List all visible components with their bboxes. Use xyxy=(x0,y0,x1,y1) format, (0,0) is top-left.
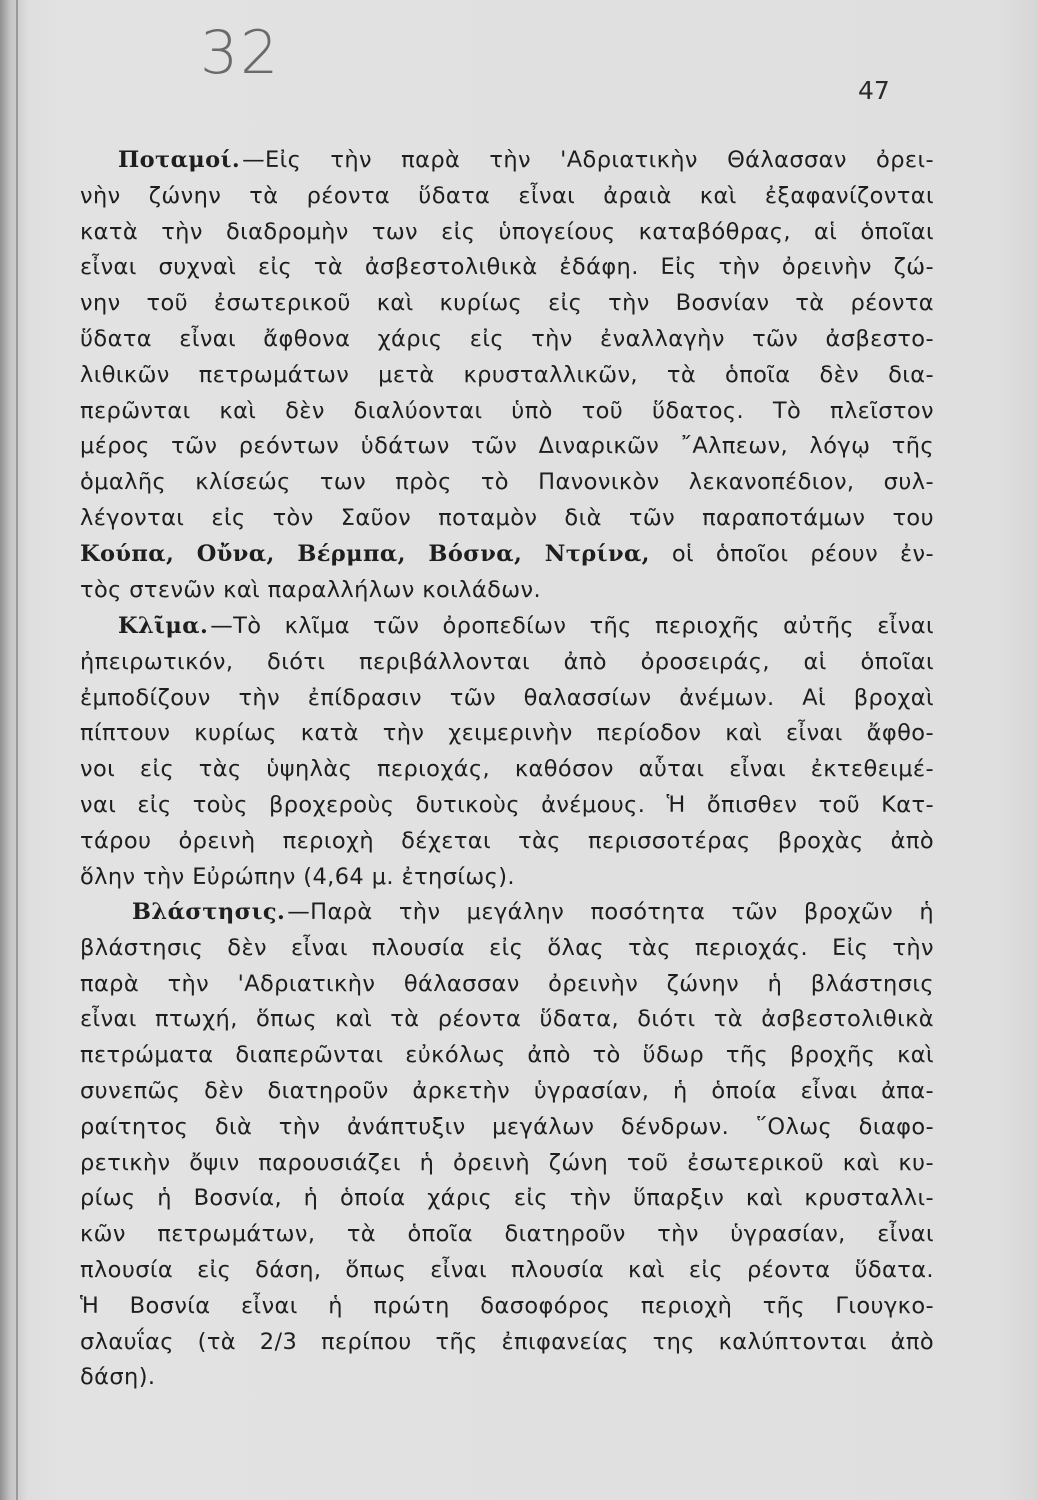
text-line: πίπτουν κυρίως κατὰ τὴν χειμερινὴν περίοδον καὶ εἶναι ἄφθο- xyxy=(80,720,934,747)
text-line: μέρος τῶν ρεόντων ὑδάτων τῶν Διναρικῶν ῎Αλπεων, λόγῳ τῆς xyxy=(80,433,934,460)
text-line: ὕδατα εἶναι ἄφθονα χάρις εἰς τὴν ἐναλλαγὴν τῶν ἀσβεστο- xyxy=(80,325,934,352)
text-line: Ποταμοί.—Εἰς τὴν παρὰ τὴν 'Αδριατικὴν Θάλασσαν ὀρει- xyxy=(118,147,934,173)
text-line: τάρου ὀρεινὴ περιοχὴ δέχεται τὰς περισσοτέρας βροχὰς ἀπὸ xyxy=(80,827,934,854)
text-line: κῶν πετρωμάτων, τὰ ὁποῖα διατηροῦν τὴν ὑγρασίαν, εἶναι xyxy=(80,1221,934,1248)
binding-edge xyxy=(16,0,18,1500)
text-line: Κούπα, Οὔνα, Βέρμπα, Βόσνα, Ντρίνα, οἱ ὁποῖοι ρέουν ἐν- xyxy=(80,540,934,567)
text-line: Κλῖμα.—Τὸ κλῖμα τῶν ὀροπεδίων τῆς περιοχῆς αὐτῆς εἶναι xyxy=(118,613,934,639)
text-line: δάση). xyxy=(80,1364,156,1391)
text-line: ἠπειρωτικόν, διότι περιβάλλονται ἀπὸ ὀροσειράς, αἱ ὁποῖαι xyxy=(80,648,934,675)
text-line: βλάστησις δὲν εἶναι πλουσία εἰς ὅλας τὰς περιοχάς. Εἰς τὴν xyxy=(80,934,934,961)
text-line: πετρώματα διαπερῶνται εὐκόλως ἀπὸ τὸ ὕδωρ τῆς βροχῆς καὶ xyxy=(80,1042,934,1069)
text-line: ναι εἰς τοὺς βροχεροὺς δυτικοὺς ἀνέμους. Ἡ ὄπισθεν τοῦ Κατ- xyxy=(80,791,934,818)
text-line: τὸς στενῶν καὶ παραλλήλων κοιλάδων. xyxy=(80,576,542,603)
text-line: πλουσία εἰς δάση, ὅπως εἶναι πλουσία καὶ εἰς ρέοντα ὕδατα. xyxy=(80,1256,934,1283)
text-line: ὁμαλῆς κλίσεώς των πρὸς τὸ Πανονικὸν λεκανοπέδιον, συλ- xyxy=(80,469,934,496)
text-line: περῶνται καὶ δὲν διαλύονται ὑπὸ τοῦ ὕδατος. Τὸ πλεῖστον xyxy=(80,397,934,424)
text-line: λέγονται εἰς τὸν Σαῦον ποταμὸν διὰ τῶν παραποτάμων του xyxy=(80,504,934,531)
section-heading: Ποταμοί. xyxy=(118,147,241,173)
text-line: λιθικῶν πετρωμάτων μετὰ κρυσταλλικῶν, τὰ ὁποῖα δὲν δια- xyxy=(80,361,934,388)
text-line: Βλάστησις.—Παρὰ τὴν μεγάλην ποσότητα τῶν βροχῶν ἡ xyxy=(132,899,934,925)
text-line: νην τοῦ ἐσωτερικοῦ καὶ κυρίως εἰς τὴν Βοσνίαν τὰ ρέοντα xyxy=(80,290,934,317)
section-heading: Κλῖμα. xyxy=(118,613,209,639)
text-line: εἶναι πτωχή, ὅπως καὶ τὰ ρέοντα ὕδατα, διότι τὰ ἀσβεστολιθικὰ xyxy=(80,1006,934,1033)
text-line: ἐμποδίζουν τὴν ἐπίδρασιν τῶν θαλασσίων ἀνέμων. Αἱ βροχαὶ xyxy=(80,684,934,711)
river-names: Κούπα, Οὔνα, Βέρμπα, Βόσνα, Ντρίνα, xyxy=(80,540,650,567)
section-heading: Βλάστησις. xyxy=(132,899,286,925)
page-number: 47 xyxy=(858,76,890,105)
text-line: παρὰ τὴν 'Αδριατικὴν θάλασσαν ὀρεινὴν ζώνην ἡ βλάστησις xyxy=(80,970,934,997)
text-line: εἶναι συχναὶ εἰς τὰ ἀσβεστολιθικὰ ἐδάφη. Εἰς τὴν ὀρεινὴν ζώ- xyxy=(80,254,934,281)
section-climate xyxy=(80,609,934,895)
text-line: νοι εἰς τὰς ὑψηλὰς περιοχάς, καθόσον αὗται εἶναι ἐκτεθειμέ- xyxy=(80,756,934,783)
text-line: Ἡ Βοσνία εἶναι ἡ πρώτη δασοφόρος περιοχὴ τῆς Γιουγκο- xyxy=(80,1292,934,1319)
section-vegetation xyxy=(80,895,934,1396)
text-line: ραίτητος διὰ τὴν ἀνάπτυξιν μεγάλων δένδρων. ῞Ολως διαφο- xyxy=(80,1113,934,1140)
text-line: σλαυΐας (τὰ 2/3 περίπου τῆς ἐπιφανείας της καλύπτονται ἀπὸ xyxy=(80,1328,934,1355)
text-line: κατὰ τὴν διαδρομὴν των εἰς ὑπογείους καταβόθρας, αἱ ὁποῖαι xyxy=(80,218,934,245)
text-line: νὴν ζώνην τὰ ρέοντα ὕδατα εἶναι ἀραιὰ καὶ ἐξαφανίζονται xyxy=(80,182,934,209)
text-line: ρετικὴν ὄψιν παρουσιάζει ἡ ὀρεινὴ ζώνη τοῦ ἐσωτερικοῦ καὶ κυ- xyxy=(80,1149,934,1176)
section-rivers xyxy=(80,143,934,608)
text-line: ρίως ἡ Βοσνία, ἡ ὁποία χάρις εἰς τὴν ὕπαρξιν καὶ κρυσταλλι- xyxy=(80,1185,934,1212)
text-line: ὅλην τὴν Εὐρώπην (4,64 μ. ἐτησίως). xyxy=(80,863,515,890)
handwritten-folio-number: 32 xyxy=(200,18,281,88)
text-line: συνεπῶς δὲν διατηροῦν ἀρκετὴν ὑγρασίαν, ἡ ὁποία εἶναι ἀπα- xyxy=(80,1077,934,1104)
